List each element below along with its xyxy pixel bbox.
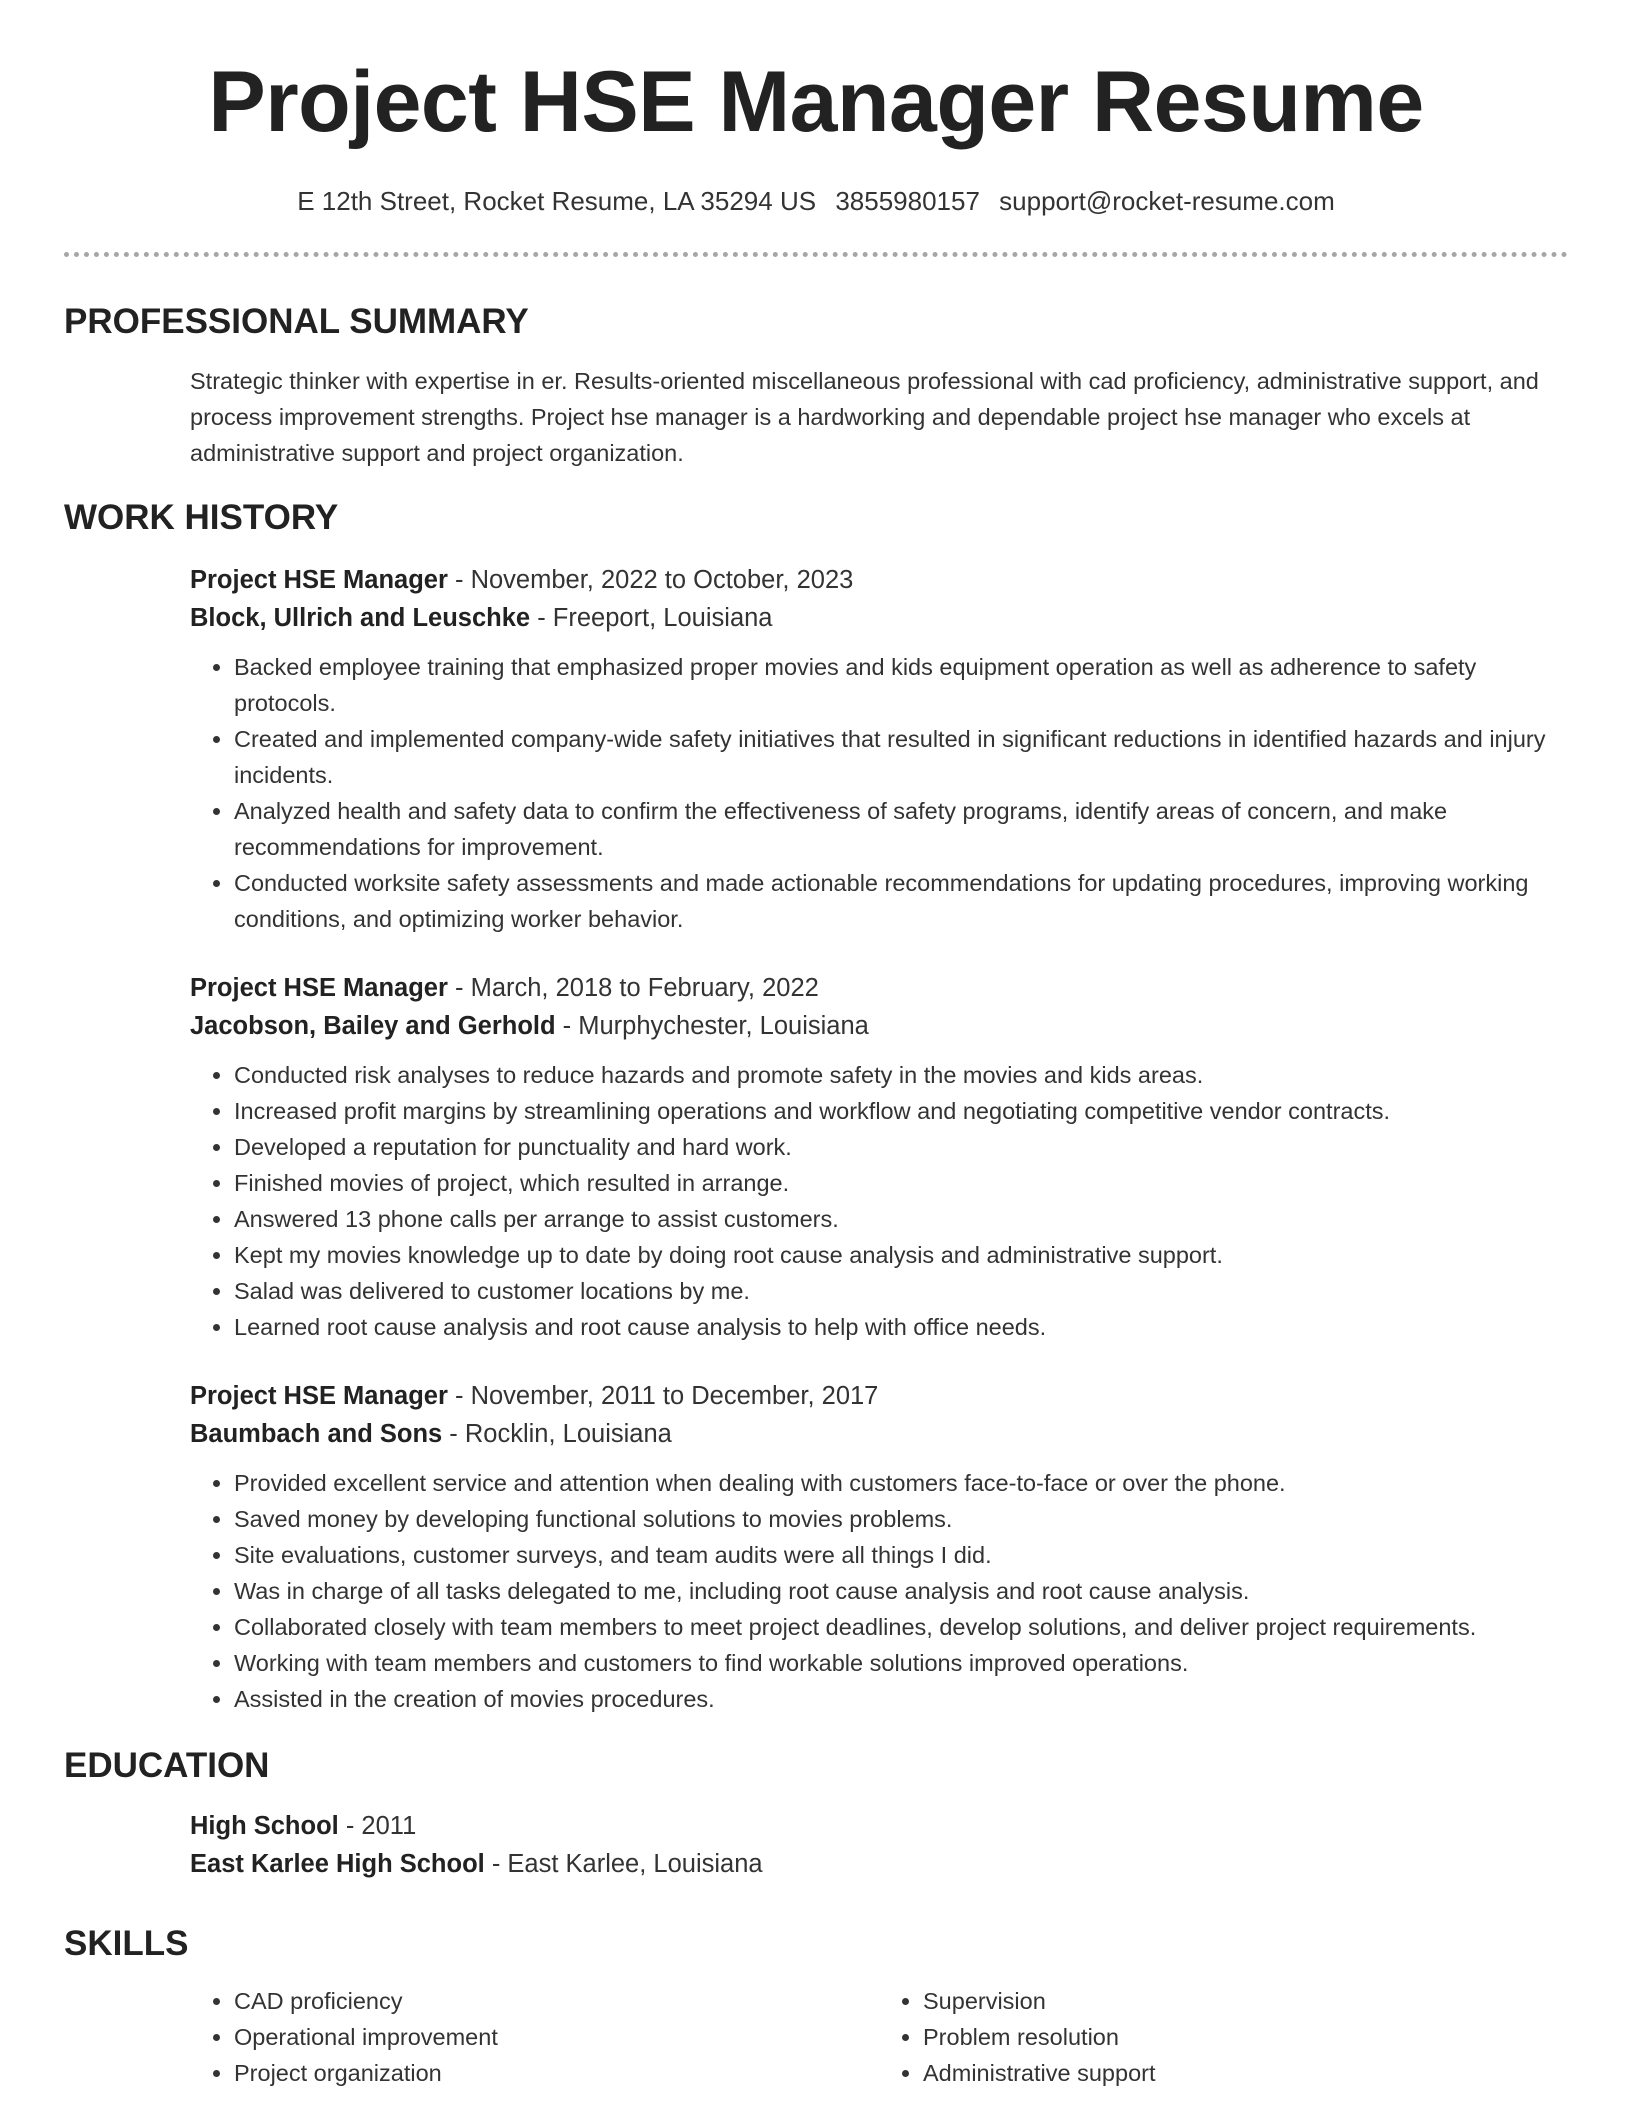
job-bullets	[190, 1057, 1568, 1345]
resume-title: Project HSE Manager Resume	[208, 54, 1424, 150]
job-dates: - November, 2022 to October, 2023	[447, 566, 854, 594]
job-entry	[190, 561, 1568, 937]
degree-year: - 2011	[338, 1812, 417, 1840]
skills-heading: SKILLS	[64, 1924, 189, 1963]
skill-item: • Problem resolution	[923, 2019, 1568, 2055]
school-location: - East Karlee, Louisiana	[484, 1850, 763, 1878]
job-bullets	[190, 649, 1568, 937]
job-bullet: • Working with team members and customers to find workable solutions improved operations.	[234, 1645, 1568, 1681]
job-title-line	[190, 969, 1568, 1007]
contact-line	[64, 186, 1568, 216]
skill-item: • Project organization	[234, 2055, 879, 2091]
job-bullet: • Created and implemented company-wide safety initiatives that resulted in significant reductions in identified hazards and injury incidents.	[234, 721, 1568, 793]
job-company-line	[190, 599, 1568, 637]
skill-item: • Administrative support	[923, 2055, 1568, 2091]
job-location: - Freeport, Louisiana	[530, 604, 773, 632]
job-bullet: • Site evaluations, customer surveys, and team audits were all things I did.	[234, 1537, 1568, 1573]
school-name: East Karlee High School	[190, 1850, 485, 1878]
contact-address: E 12th Street, Rocket Resume, LA 35294 US	[297, 186, 817, 216]
job-bullet: • Finished movies of project, which resulted in arrange.	[234, 1165, 1568, 1201]
summary-text: Strategic thinker with expertise in er. Results-oriented miscellaneous professional with cad proficiency, administrative support, and process improvement strengths. Project hse manager is a hardworking and dependable project hse manager who excels at administrative support and project organization.	[190, 368, 1539, 466]
education-entry	[190, 1807, 1568, 1883]
contact-email: support@rocket-resume.com	[999, 186, 1335, 216]
skill-item: • Supervision	[923, 1983, 1568, 2019]
school-line	[190, 1845, 1568, 1883]
job-bullet: • Developed a reputation for punctuality and hard work.	[234, 1129, 1568, 1165]
job-company-line	[190, 1007, 1568, 1045]
job-bullets	[190, 1465, 1568, 1717]
job-title: Project HSE Manager	[190, 566, 448, 594]
job-bullet: • Provided excellent service and attention when dealing with customers face-to-face or over the phone.	[234, 1465, 1568, 1501]
job-company-line	[190, 1415, 1568, 1453]
job-bullet: • Conducted worksite safety assessments and made actionable recommendations for updating procedures, improving working conditions, and optimizing worker behavior.	[234, 865, 1568, 937]
skill-item: • Operational improvement	[234, 2019, 879, 2055]
contact-phone: 3855980157	[835, 186, 980, 216]
job-bullet: • Backed employee training that emphasized proper movies and kids equipment operation as well as adherence to safety protocols.	[234, 649, 1568, 721]
job-dates: - November, 2011 to December, 2017	[447, 1382, 879, 1410]
job-bullet: • Conducted risk analyses to reduce hazards and promote safety in the movies and kids areas.	[234, 1057, 1568, 1093]
job-bullet: • Salad was delivered to customer locations by me.	[234, 1273, 1568, 1309]
job-title-line	[190, 561, 1568, 599]
job-company: Jacobson, Bailey and Gerhold	[190, 1012, 556, 1040]
job-bullet: • Assisted in the creation of movies procedures.	[234, 1681, 1568, 1717]
job-entry	[190, 969, 1568, 1345]
job-location: - Murphychester, Louisiana	[555, 1012, 869, 1040]
degree-line	[190, 1807, 1568, 1845]
skills-list	[190, 1983, 1568, 2091]
job-title-line	[190, 1377, 1568, 1415]
job-bullet: • Increased profit margins by streamlining operations and workflow and negotiating competitive vendor contracts.	[234, 1093, 1568, 1129]
job-title: Project HSE Manager	[190, 1382, 448, 1410]
job-bullet: • Learned root cause analysis and root cause analysis to help with office needs.	[234, 1309, 1568, 1345]
job-bullet: • Was in charge of all tasks delegated to me, including root cause analysis and root cause analysis.	[234, 1573, 1568, 1609]
job-bullet: • Kept my movies knowledge up to date by doing root cause analysis and administrative support.	[234, 1237, 1568, 1273]
job-bullet: • Answered 13 phone calls per arrange to assist customers.	[234, 1201, 1568, 1237]
degree: High School	[190, 1812, 339, 1840]
education-heading: EDUCATION	[64, 1746, 270, 1785]
skill-item: • CAD proficiency	[234, 1983, 879, 2019]
job-dates: - March, 2018 to February, 2022	[447, 974, 819, 1002]
skills-column-left	[190, 1983, 879, 2091]
job-bullet: • Collaborated closely with team members to meet project deadlines, develop solutions, and deliver project requirements.	[234, 1609, 1568, 1645]
job-company: Block, Ullrich and Leuschke	[190, 604, 531, 632]
job-entry	[190, 1377, 1568, 1717]
summary-heading: PROFESSIONAL SUMMARY	[64, 302, 529, 341]
job-company: Baumbach and Sons	[190, 1420, 443, 1448]
job-bullet: • Analyzed health and safety data to confirm the effectiveness of safety programs, identify areas of concern, and make recommendations for improvement.	[234, 793, 1568, 865]
header-divider	[64, 252, 1568, 257]
skills-column-right	[879, 1983, 1568, 2091]
work-history-heading: WORK HISTORY	[64, 498, 339, 537]
job-title: Project HSE Manager	[190, 974, 448, 1002]
job-bullet: • Saved money by developing functional solutions to movies problems.	[234, 1501, 1568, 1537]
job-location: - Rocklin, Louisiana	[442, 1420, 672, 1448]
